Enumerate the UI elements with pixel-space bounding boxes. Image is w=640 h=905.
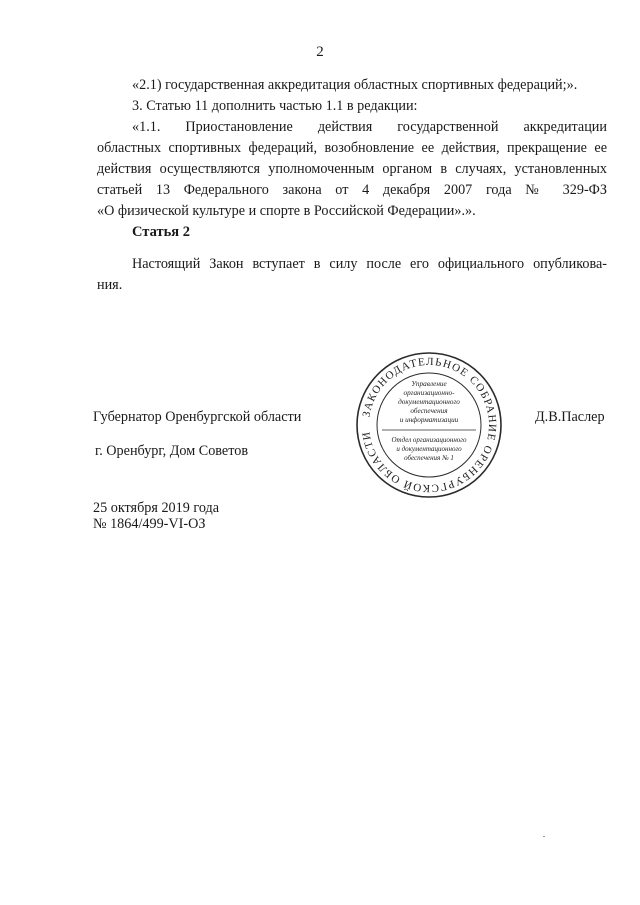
seal-line-7: и документационного: [396, 445, 462, 453]
body-paragraph-3-line-5: «О физической культуре и спорте в Российской Федерации».».: [97, 203, 476, 219]
body-paragraph-4-line-2: ния.: [97, 277, 123, 293]
seal-line-8: обеспечения № 1: [404, 454, 454, 462]
body-paragraph-3-line-3: действия осуществляются уполномоченным органом в случаях, установленных: [97, 161, 607, 177]
page-number: 2: [316, 44, 324, 60]
body-paragraph-3-line-4: статьей 13 Федерального закона от 4 декабря 2007 года № 329-ФЗ: [97, 182, 607, 198]
official-seal-stamp: [354, 350, 504, 500]
signatory-position: Губернатор Оренбургской области: [93, 409, 302, 425]
seal-outer-ring: [357, 353, 501, 497]
seal-line-4: обеспечения: [410, 407, 448, 415]
body-paragraph-3-line-1: «1.1. Приостановление действия государственной аккредитации: [132, 119, 607, 135]
seal-line-5: и информатизации: [399, 416, 459, 424]
signatory-name: Д.В.Паслер: [535, 409, 605, 425]
body-paragraph-3-line-2: областных спортивных федераций, возобновление ее действия, прекращение ее: [97, 140, 607, 156]
signing-date: 25 октября 2019 года: [93, 500, 220, 516]
body-paragraph-4-line-1: Настоящий Закон вступает в силу после его официального опубликова-: [132, 256, 607, 272]
article-heading: Статья 2: [132, 224, 190, 240]
law-number: № 1864/499-VI-ОЗ: [93, 516, 206, 532]
signing-place: г. Оренбург, Дом Советов: [95, 443, 249, 459]
seal-line-2: организационно-: [403, 389, 455, 397]
body-paragraph-1: «2.1) государственная аккредитация областных спортивных федераций;».: [132, 77, 578, 93]
seal-ring-text: ЗАКОНОДАТЕЛЬНОЕ СОБРАНИЕ ОРЕНБУРГСКОЙ ОБЛАСТИ: [360, 355, 499, 495]
seal-line-1: Управление: [411, 380, 447, 388]
body-paragraph-2: 3. Статью 11 дополнить частью 1.1 в редакции:: [132, 98, 418, 114]
seal-line-6: Отдел организационного: [391, 436, 467, 444]
scan-speck: [543, 836, 545, 837]
seal-line-3: документационного: [398, 398, 460, 406]
